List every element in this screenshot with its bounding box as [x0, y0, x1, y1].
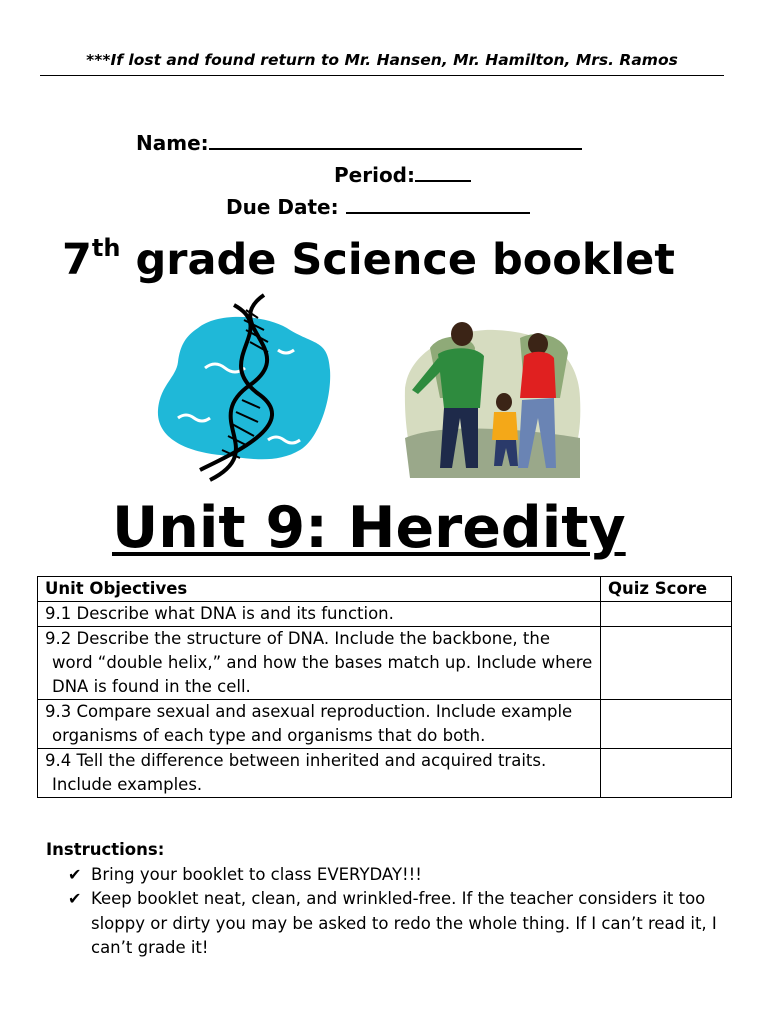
period-label: Period:	[334, 163, 415, 187]
name-blank-line	[209, 128, 582, 150]
table-header-row	[38, 577, 732, 602]
period-field	[334, 160, 471, 188]
list-item	[46, 863, 736, 888]
table-row	[38, 602, 732, 627]
name-field	[136, 128, 582, 156]
instructions-list	[46, 863, 736, 961]
booklet-title	[62, 220, 675, 288]
objective-cell	[38, 700, 601, 749]
booklet-title-text: grade Science booklet	[120, 235, 675, 285]
objective-cell	[38, 627, 601, 700]
name-label: Name:	[136, 131, 209, 155]
objectives-header: Unit Objectives	[38, 577, 601, 602]
lost-and-found-notice: ***If lost and found return to Mr. Hansen, Mr. Hamilton, Mrs. Ramos	[40, 48, 724, 76]
quiz-score-cell	[601, 602, 732, 627]
table-row	[38, 700, 732, 749]
instruction-text: Bring your booklet to class EVERYDAY!!!	[91, 864, 422, 884]
checkmark-icon: ✔	[68, 864, 82, 884]
quiz-score-header: Quiz Score	[601, 577, 732, 602]
objective-text: 9.2 Describe the structure of DNA. Include the backbone, the word “double helix,” and how the bases match up. Include where DNA is found in the cell.	[45, 629, 593, 696]
objectives-table	[37, 576, 732, 798]
quiz-score-cell	[601, 700, 732, 749]
table-row	[38, 627, 732, 700]
checkmark-icon: ✔	[68, 889, 82, 908]
period-blank-line	[415, 160, 471, 182]
objective-cell	[38, 749, 601, 798]
due-date-field	[226, 192, 530, 220]
unit-title: Unit 9: Heredity	[112, 495, 626, 561]
grade-suffix: th	[91, 234, 121, 262]
objective-text: 9.3 Compare sexual and asexual reproduction. Include example organisms of each type and organisms that do both.	[45, 702, 573, 745]
instruction-text: Keep booklet neat, clean, and wrinkled-free. If the teacher considers it too sloppy or dirty you may be asked to redo the whole thing. If I can’t read it, I can’t grade it!	[91, 889, 717, 957]
due-date-label: Due Date:	[226, 195, 339, 219]
grade-number: 7	[62, 235, 92, 285]
quiz-score-cell	[601, 749, 732, 798]
objective-text: 9.4 Tell the difference between inherited and acquired traits. Include examples.	[45, 751, 547, 794]
list-item	[46, 887, 736, 961]
family-walking-image	[400, 318, 585, 483]
due-date-blank-line	[346, 192, 530, 214]
instructions-section	[46, 838, 736, 961]
dna-helix-image	[150, 290, 350, 485]
instructions-heading: Instructions:	[46, 840, 165, 859]
table-row	[38, 749, 732, 798]
quiz-score-cell	[601, 627, 732, 700]
objective-text: 9.1 Describe what DNA is and its function.	[45, 604, 394, 623]
objective-cell	[38, 602, 601, 627]
